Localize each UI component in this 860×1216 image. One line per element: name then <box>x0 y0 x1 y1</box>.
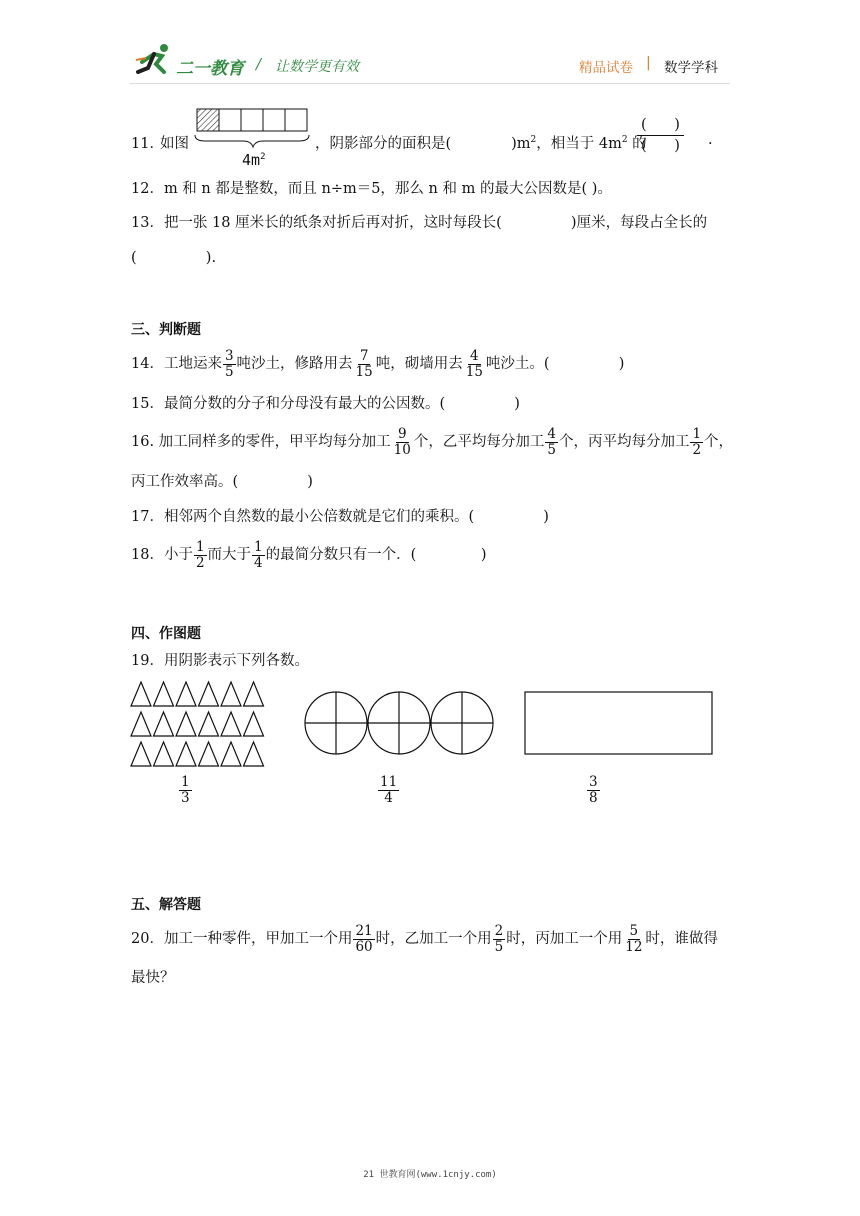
triangle-shape <box>176 712 196 736</box>
triangle-shape <box>154 712 174 736</box>
triangle-shape <box>154 682 174 706</box>
question-13-line1: 13．把一张 18 厘米长的纸条对折后再对折，这时每段长( )厘米，每段占全长的 <box>131 215 708 231</box>
question-13-line2: ( ). <box>131 250 217 266</box>
question-12: 12．m 和 n 都是整数，而且 n÷m＝5，那么 n 和 m 的最大公因数是( )。 <box>131 181 612 197</box>
triangle-shape <box>199 742 219 766</box>
logo-runner-icon <box>134 42 176 76</box>
q18-fraction-2: $\frac{1}{4}$ <box>254 538 263 571</box>
triangle-shape <box>244 742 264 766</box>
triangle-shape <box>176 682 196 706</box>
q14-fraction-3: $\frac{4}{15}$ <box>465 347 483 380</box>
header <box>0 0 860 90</box>
header-separator: | <box>646 55 651 71</box>
header-rule <box>130 83 730 84</box>
question-15: 15．最简分数的分子和分母没有最大的公因数。( ) <box>131 396 520 412</box>
triangle-shape <box>154 742 174 766</box>
q14-fraction-1: $\frac{3}{5}$ <box>224 347 234 380</box>
question-19: 19．用阴影表示下列各数。 <box>131 653 309 669</box>
section-3-title: 三、判断题 <box>131 322 201 338</box>
q11-text: ，阴影部分的面积是( )$m^2$，相当于 $4m^2$ 的 <box>315 135 647 152</box>
q11-figure-label: $4m^2$ <box>242 151 266 169</box>
question-16-line2: 丙工作效率高。( ) <box>131 474 313 490</box>
section-4-title: 四、作图题 <box>131 626 201 642</box>
q16-fraction-3: $\frac{1}{2}$ <box>692 425 702 458</box>
triangle-shape <box>176 742 196 766</box>
triangle-shape <box>221 742 241 766</box>
q11-prefix: 如图 <box>160 136 189 152</box>
q11-end: . <box>708 132 713 148</box>
header-label-subject: 数学学科 <box>664 60 718 76</box>
q20-fraction-2: $\frac{2}{5}$ <box>494 922 504 955</box>
triangle-shape <box>244 712 264 736</box>
q14-fraction-2: $\frac{7}{15}$ <box>355 347 373 380</box>
question-18: 18．小于 $\frac{1}{2}$ 而大于 $\frac{1}{4}$ 的最简分数只有一个．( ) <box>131 538 487 571</box>
triangle-shape <box>221 712 241 736</box>
q19-triangles-figure <box>128 680 268 770</box>
triangle-shape <box>199 712 219 736</box>
q19-circles-figure <box>303 690 495 756</box>
q19-label-1: $\frac{1}{3}$ <box>181 774 190 806</box>
slogan: 让数学更有效 <box>275 59 359 75</box>
question-20-line1: 20．加工一种零件，甲加工一个用 $\frac{21}{60}$ 时，乙加工一个用 $\frac{2}{5}$ 时，丙加工一个用 $\frac{5}{12}$ 时，谁做得 <box>131 922 718 955</box>
triangle-shape <box>221 682 241 706</box>
triangle-shape <box>131 712 151 736</box>
question-11 <box>131 105 731 175</box>
footer-text: 21 世教育网(www.1cnjy.com) <box>363 1170 497 1180</box>
q18-fraction-1: $\frac{1}{2}$ <box>195 538 205 571</box>
section-5-title: 五、解答题 <box>131 897 201 913</box>
logo-divider: / <box>256 55 262 73</box>
q19-label-2: $\frac{11}{4}$ <box>380 774 398 806</box>
q16-fraction-2: $\frac{4}{5}$ <box>547 425 556 458</box>
triangle-shape <box>131 682 151 706</box>
triangle-shape <box>199 682 219 706</box>
q20-fraction-1: $\frac{21}{60}$ <box>355 922 373 955</box>
question-20-line2: 最快？ <box>131 970 175 986</box>
q16-fraction-1: $\frac{9}{10}$ <box>393 425 411 458</box>
question-16-line1: 16. 加工同样多的零件，甲平均每分加工 $\frac{9}{10}$ 个，乙平均每分加工 $\frac{4}{5}$ 个，丙平均每分加工 $\frac{1}{2}$ 个， <box>131 425 734 458</box>
q11-answer-fraction: ( ) ( ) <box>637 115 684 156</box>
q11-number: 11． <box>131 136 164 152</box>
logo-text: 二一教育 <box>176 59 244 79</box>
question-14: 14．工地运来 $\frac{3}{5}$ 吨沙土，修路用去 $\frac{7}{15}$ 吨，砌墙用去 $\frac{4}{15}$ 吨沙土。( ) <box>131 347 625 380</box>
question-17: 17．相邻两个自然数的最小公倍数就是它们的乘积。( ) <box>131 509 549 525</box>
header-label-quality: 精品试卷 <box>579 60 633 76</box>
q19-label-3: $\frac{3}{8}$ <box>589 774 598 806</box>
q20-fraction-3: $\frac{5}{12}$ <box>625 922 643 955</box>
triangle-shape <box>131 742 151 766</box>
triangle-shape <box>244 682 264 706</box>
q19-rectangle-figure <box>523 690 715 756</box>
